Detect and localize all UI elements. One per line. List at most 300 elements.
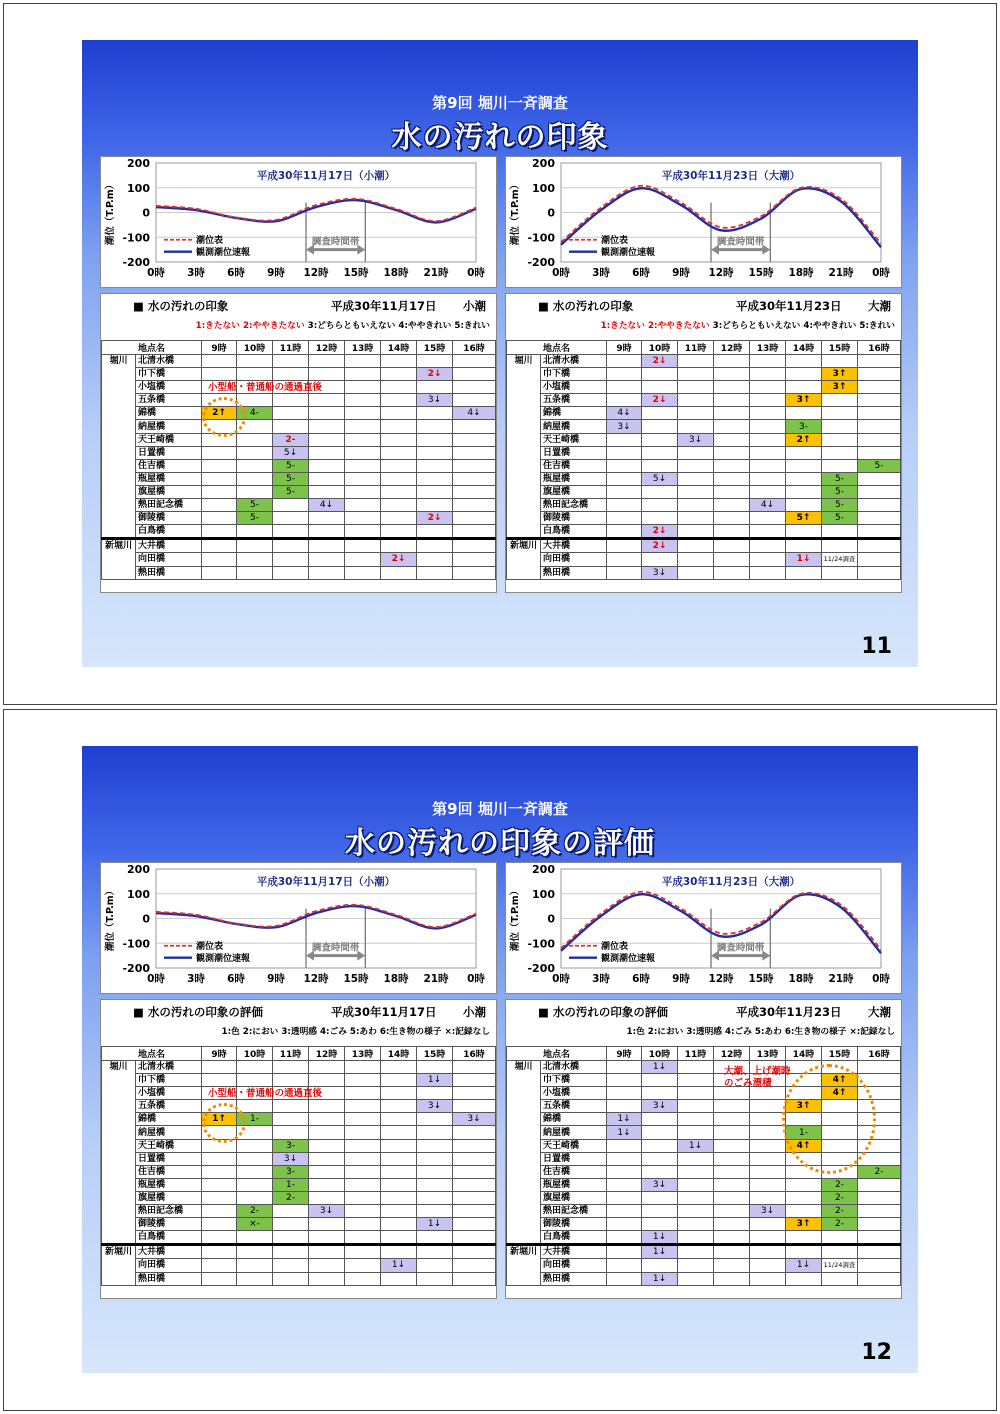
value-cell [417, 1087, 453, 1100]
legend-label: 観測潮位速報 [601, 954, 656, 965]
value-cell [417, 485, 453, 498]
river-name: 堀川 [102, 355, 136, 539]
value-cell [750, 420, 786, 433]
value-cell [237, 1245, 273, 1259]
value-cell [642, 407, 678, 420]
table-date: 平成30年11月17日 [331, 1005, 437, 1019]
value-cell [750, 394, 786, 407]
value-cell [714, 1152, 750, 1165]
table-row [102, 553, 496, 566]
value-cell [309, 1218, 345, 1231]
table-row [102, 1191, 496, 1204]
value-cell [273, 566, 309, 579]
value-cell [786, 459, 822, 472]
table-row [102, 472, 496, 485]
value-cell: 4↓ [750, 499, 786, 512]
value-cell [750, 407, 786, 420]
value-cell [678, 381, 714, 394]
x-tick-label: 3時 [592, 267, 610, 279]
value-cell [642, 1205, 678, 1218]
value-cell: 4- [237, 407, 273, 420]
value-cell [345, 1231, 381, 1245]
value-cell [453, 368, 496, 381]
header-hour: 14時 [381, 1047, 417, 1061]
value-cell [642, 381, 678, 394]
x-tick-label: 3時 [187, 267, 205, 279]
table-row [507, 499, 901, 512]
x-tick-label: 3時 [592, 973, 610, 985]
chart-title: 平成30年11月23日（大潮） [661, 876, 801, 888]
value-cell [678, 1259, 714, 1272]
x-tick-label: 9時 [672, 973, 690, 985]
header-hour: 11時 [678, 1047, 714, 1061]
value-cell: ×- [237, 1218, 273, 1231]
x-tick-label: 9時 [672, 267, 690, 279]
value-cell [237, 355, 273, 368]
value-cell [453, 420, 496, 433]
value-cell: 2↓ [417, 512, 453, 525]
value-cell [237, 1191, 273, 1204]
value-cell: 3- [273, 1139, 309, 1152]
x-tick-label: 18時 [788, 973, 814, 985]
value-cell [309, 1152, 345, 1165]
table-row [102, 1272, 496, 1285]
value-cell [417, 553, 453, 566]
value-cell [858, 1245, 901, 1259]
value-cell [822, 420, 858, 433]
impression-table [101, 340, 496, 580]
value-cell [678, 1272, 714, 1285]
station-name: 巾下橋 [136, 1074, 202, 1087]
station-name: 錦橋 [541, 407, 607, 420]
header-hour: 13時 [750, 341, 786, 355]
table-row [102, 1152, 496, 1165]
value-cell [786, 407, 822, 420]
tide-chart-svg [101, 863, 496, 993]
value-cell [453, 1087, 496, 1100]
x-tick-label: 12時 [708, 973, 734, 985]
x-tick-label: 18時 [383, 267, 409, 279]
station-name: 北清水橋 [541, 355, 607, 368]
station-name: 錦橋 [541, 1113, 607, 1126]
chart-title: 平成30年11月23日（大潮） [661, 170, 801, 182]
value-cell [750, 1126, 786, 1139]
value-cell [858, 1272, 901, 1285]
value-cell [345, 1139, 381, 1152]
value-cell [822, 407, 858, 420]
x-tick-label: 21時 [423, 973, 449, 985]
legend-label: 潮位表 [196, 942, 224, 953]
x-tick-label: 21時 [828, 267, 854, 279]
value-cell [453, 1100, 496, 1113]
value-cell [714, 1191, 750, 1204]
value-cell [309, 512, 345, 525]
header-hour: 14時 [786, 341, 822, 355]
value-cell [237, 525, 273, 539]
value-cell [822, 394, 858, 407]
station-name: 向田橋 [541, 553, 607, 566]
value-cell [202, 1061, 237, 1074]
value-cell [417, 1165, 453, 1178]
table-header-row [507, 341, 901, 355]
value-cell [381, 459, 417, 472]
value-cell [750, 1231, 786, 1245]
value-cell [822, 525, 858, 539]
value-cell [345, 1205, 381, 1218]
header-hour: 9時 [202, 341, 237, 355]
value-cell [607, 499, 642, 512]
table-row [507, 420, 901, 433]
station-name: 旗屋橋 [541, 485, 607, 498]
value-cell [273, 1218, 309, 1231]
value-cell [381, 433, 417, 446]
value-cell: 2- [273, 1191, 309, 1204]
value-cell [345, 433, 381, 446]
value-cell: 2↑ [202, 407, 237, 420]
value-cell [381, 539, 417, 553]
value-cell [273, 1245, 309, 1259]
value-cell [345, 512, 381, 525]
y-tick-label: 200 [127, 863, 150, 876]
value-cell [202, 1165, 237, 1178]
value-cell [750, 1165, 786, 1178]
station-name: 熱田記念橋 [136, 1205, 202, 1218]
value-cell [273, 1100, 309, 1113]
value-cell [750, 1152, 786, 1165]
value-cell [345, 1126, 381, 1139]
table-row [507, 512, 901, 525]
value-cell [858, 566, 901, 579]
value-cell [642, 1139, 678, 1152]
value-cell [237, 1165, 273, 1178]
value-cell [786, 485, 822, 498]
value-cell [678, 1231, 714, 1245]
header-hour: 16時 [453, 1047, 496, 1061]
value-cell [309, 485, 345, 498]
table-row [102, 407, 496, 420]
value-cell [750, 539, 786, 553]
value-cell [345, 459, 381, 472]
value-cell [453, 433, 496, 446]
value-cell: 3- [273, 1165, 309, 1178]
survey-period-label: 調査時間帯 [716, 942, 765, 954]
value-cell [642, 1191, 678, 1204]
table-row [507, 446, 901, 459]
value-cell: 2- [237, 1205, 273, 1218]
value-cell [381, 1178, 417, 1191]
value-cell [607, 485, 642, 498]
value-cell [607, 1272, 642, 1285]
station-name: 納屋橋 [136, 420, 202, 433]
value-cell [858, 1231, 901, 1245]
value-cell [417, 525, 453, 539]
impression-table [506, 340, 901, 580]
station-name: 大井橋 [136, 539, 202, 553]
value-cell [381, 1074, 417, 1087]
header-hour: 11時 [273, 341, 309, 355]
station-name: 熱田橋 [541, 566, 607, 579]
value-cell [714, 1245, 750, 1259]
value-cell [642, 433, 678, 446]
value-cell [607, 512, 642, 525]
value-cell: 5- [858, 459, 901, 472]
value-cell [345, 1218, 381, 1231]
slide-number: 11 [861, 634, 892, 659]
x-tick-label: 9時 [267, 267, 285, 279]
table-row [102, 566, 496, 579]
value-cell [786, 368, 822, 381]
value-cell [381, 1165, 417, 1178]
value-cell [417, 433, 453, 446]
value-cell [381, 1113, 417, 1126]
value-cell [607, 1087, 642, 1100]
station-name: 錦橋 [136, 1113, 202, 1126]
value-cell [607, 553, 642, 566]
value-cell [381, 1061, 417, 1074]
value-cell [417, 1113, 453, 1126]
value-cell [678, 525, 714, 539]
value-cell: 5- [273, 472, 309, 485]
table-row [102, 1100, 496, 1113]
value-cell [345, 381, 381, 394]
x-tick-label: 0時 [147, 973, 165, 985]
x-tick-label: 12時 [303, 973, 329, 985]
value-cell [750, 566, 786, 579]
y-tick-label: 100 [532, 181, 555, 195]
value-cell [786, 499, 822, 512]
station-name: 御陵橋 [136, 1218, 202, 1231]
value-cell [678, 1245, 714, 1259]
station-name: 熱田記念橋 [136, 499, 202, 512]
value-cell [309, 433, 345, 446]
slide [82, 40, 918, 667]
value-cell: 1↓ [607, 1113, 642, 1126]
station-name: 熱田橋 [541, 1272, 607, 1285]
value-cell [237, 553, 273, 566]
table-row [102, 446, 496, 459]
value-cell [202, 1152, 237, 1165]
value-cell [858, 433, 901, 446]
value-cell [202, 553, 237, 566]
value-cell: 5- [273, 459, 309, 472]
value-cell [202, 566, 237, 579]
value-cell [345, 1165, 381, 1178]
station-name: 熱田記念橋 [541, 499, 607, 512]
value-cell [417, 1231, 453, 1245]
value-cell: 2- [822, 1191, 858, 1204]
x-tick-label: 0時 [467, 973, 485, 985]
table-row [507, 1272, 901, 1285]
value-cell [786, 1205, 822, 1218]
value-cell [750, 485, 786, 498]
header-hour: 12時 [309, 341, 345, 355]
table-row [102, 1218, 496, 1231]
value-cell: 1↑ [202, 1113, 237, 1126]
value-cell: 3↓ [417, 1100, 453, 1113]
station-name: 小塩橋 [541, 381, 607, 394]
value-cell [642, 512, 678, 525]
x-tick-label: 21時 [828, 973, 854, 985]
tide-chart [100, 862, 497, 994]
value-cell [309, 1165, 345, 1178]
value-cell [237, 1272, 273, 1285]
value-cell [642, 553, 678, 566]
value-cell [714, 1139, 750, 1152]
spring-tide-annotation: 大潮、上げ潮時 のごみ漂積 [724, 1066, 791, 1089]
value-cell [822, 1245, 858, 1259]
value-cell [714, 1100, 750, 1113]
table-row [102, 394, 496, 407]
value-cell [202, 1245, 237, 1259]
value-cell [309, 420, 345, 433]
table-row [507, 433, 901, 446]
header-hour: 16時 [453, 341, 496, 355]
value-cell [822, 446, 858, 459]
station-name: 五条橋 [136, 1100, 202, 1113]
value-cell: 5- [822, 472, 858, 485]
value-cell [309, 566, 345, 579]
y-axis-label: 潮位（T.P.m） [510, 179, 521, 246]
value-cell [417, 1126, 453, 1139]
legend-label: 潮位表 [601, 942, 629, 953]
table-row [507, 355, 901, 368]
table-legend: 1:きたない 2:ややきたない 3:どちらともいえない 4:ややきれい 5:きれい [600, 321, 895, 331]
value-cell [750, 472, 786, 485]
value-cell [786, 1231, 822, 1245]
value-cell [678, 539, 714, 553]
value-cell [822, 539, 858, 553]
value-cell: 5↑ [786, 512, 822, 525]
table-row [507, 1245, 901, 1259]
value-cell [345, 553, 381, 566]
table-row [507, 1205, 901, 1218]
value-cell: 5- [237, 512, 273, 525]
value-cell: 2- [822, 1205, 858, 1218]
value-cell [858, 368, 901, 381]
value-cell [237, 539, 273, 553]
value-cell [642, 485, 678, 498]
tide-chart-svg [506, 157, 901, 287]
value-cell [858, 407, 901, 420]
value-cell [309, 1231, 345, 1245]
value-cell [202, 512, 237, 525]
value-cell: 4↓ [607, 407, 642, 420]
table-date: 平成30年11月23日 [736, 299, 842, 313]
value-cell [453, 1218, 496, 1231]
y-tick-label: 200 [532, 157, 555, 170]
value-cell [607, 1218, 642, 1231]
value-cell [678, 368, 714, 381]
value-cell [607, 459, 642, 472]
value-cell [453, 1245, 496, 1259]
evaluation-table [101, 1046, 496, 1286]
value-cell [678, 1061, 714, 1074]
slide-title: 水の汚れの印象 [391, 120, 609, 155]
value-cell [750, 1259, 786, 1272]
value-cell: 2- [858, 1165, 901, 1178]
highlight-circle [782, 1064, 876, 1174]
table-row [507, 566, 901, 579]
value-cell [607, 1100, 642, 1113]
value-cell [381, 1126, 417, 1139]
value-cell [678, 1100, 714, 1113]
value-cell [714, 1218, 750, 1231]
value-cell [607, 525, 642, 539]
value-cell [750, 553, 786, 566]
value-cell [714, 355, 750, 368]
value-cell [309, 1113, 345, 1126]
station-name: 住吉橋 [541, 1165, 607, 1178]
value-cell [453, 539, 496, 553]
value-cell [678, 407, 714, 420]
value-cell [714, 525, 750, 539]
station-name: 五条橋 [541, 1100, 607, 1113]
value-cell: 3↑ [822, 381, 858, 394]
x-tick-label: 6時 [632, 267, 650, 279]
y-tick-label: 0 [142, 912, 150, 926]
value-cell: 5- [273, 485, 309, 498]
value-cell [345, 525, 381, 539]
value-cell [642, 1218, 678, 1231]
value-cell [273, 355, 309, 368]
boat-pass-annotation: 小型船・普通船の通過直後 [208, 382, 323, 393]
value-cell [273, 1259, 309, 1272]
value-cell [381, 1245, 417, 1259]
value-cell: 3↓ [642, 1100, 678, 1113]
value-cell [714, 1165, 750, 1178]
value-cell: 1↓ [786, 553, 822, 566]
station-name: 御陵橋 [541, 1218, 607, 1231]
value-cell [381, 1087, 417, 1100]
value-cell [453, 459, 496, 472]
value-cell [273, 1231, 309, 1245]
value-cell [822, 566, 858, 579]
value-cell: 5- [237, 499, 273, 512]
value-cell: 5- [822, 512, 858, 525]
value-cell [417, 420, 453, 433]
value-cell [786, 446, 822, 459]
value-cell [714, 368, 750, 381]
value-cell [381, 420, 417, 433]
value-cell [381, 368, 417, 381]
value-cell [345, 420, 381, 433]
value-cell [678, 420, 714, 433]
table-row [102, 512, 496, 525]
value-cell [858, 394, 901, 407]
value-cell: 1- [786, 1126, 822, 1139]
value-cell [607, 368, 642, 381]
value-cell: 1↓ [786, 1259, 822, 1272]
value-cell: 5↓ [642, 472, 678, 485]
value-cell [453, 1231, 496, 1245]
value-cell [858, 512, 901, 525]
tide-chart [505, 156, 902, 288]
value-cell [381, 472, 417, 485]
table-title: ■ 水の汚れの印象の評価 [538, 1005, 668, 1019]
value-cell [678, 499, 714, 512]
value-cell [858, 1061, 901, 1074]
table-row [507, 1231, 901, 1245]
value-cell [273, 394, 309, 407]
table-legend: 1:色 2:におい 3:透明感 4:ごみ 5:あわ 6:生き物の様子 ×:記録なし [626, 1027, 895, 1037]
value-cell [417, 1259, 453, 1272]
table-row [507, 394, 901, 407]
value-cell [678, 355, 714, 368]
station-name: 御陵橋 [136, 512, 202, 525]
value-cell: 1↓ [642, 1272, 678, 1285]
table-date: 平成30年11月17日 [331, 299, 437, 313]
header-hour: 10時 [642, 1047, 678, 1061]
